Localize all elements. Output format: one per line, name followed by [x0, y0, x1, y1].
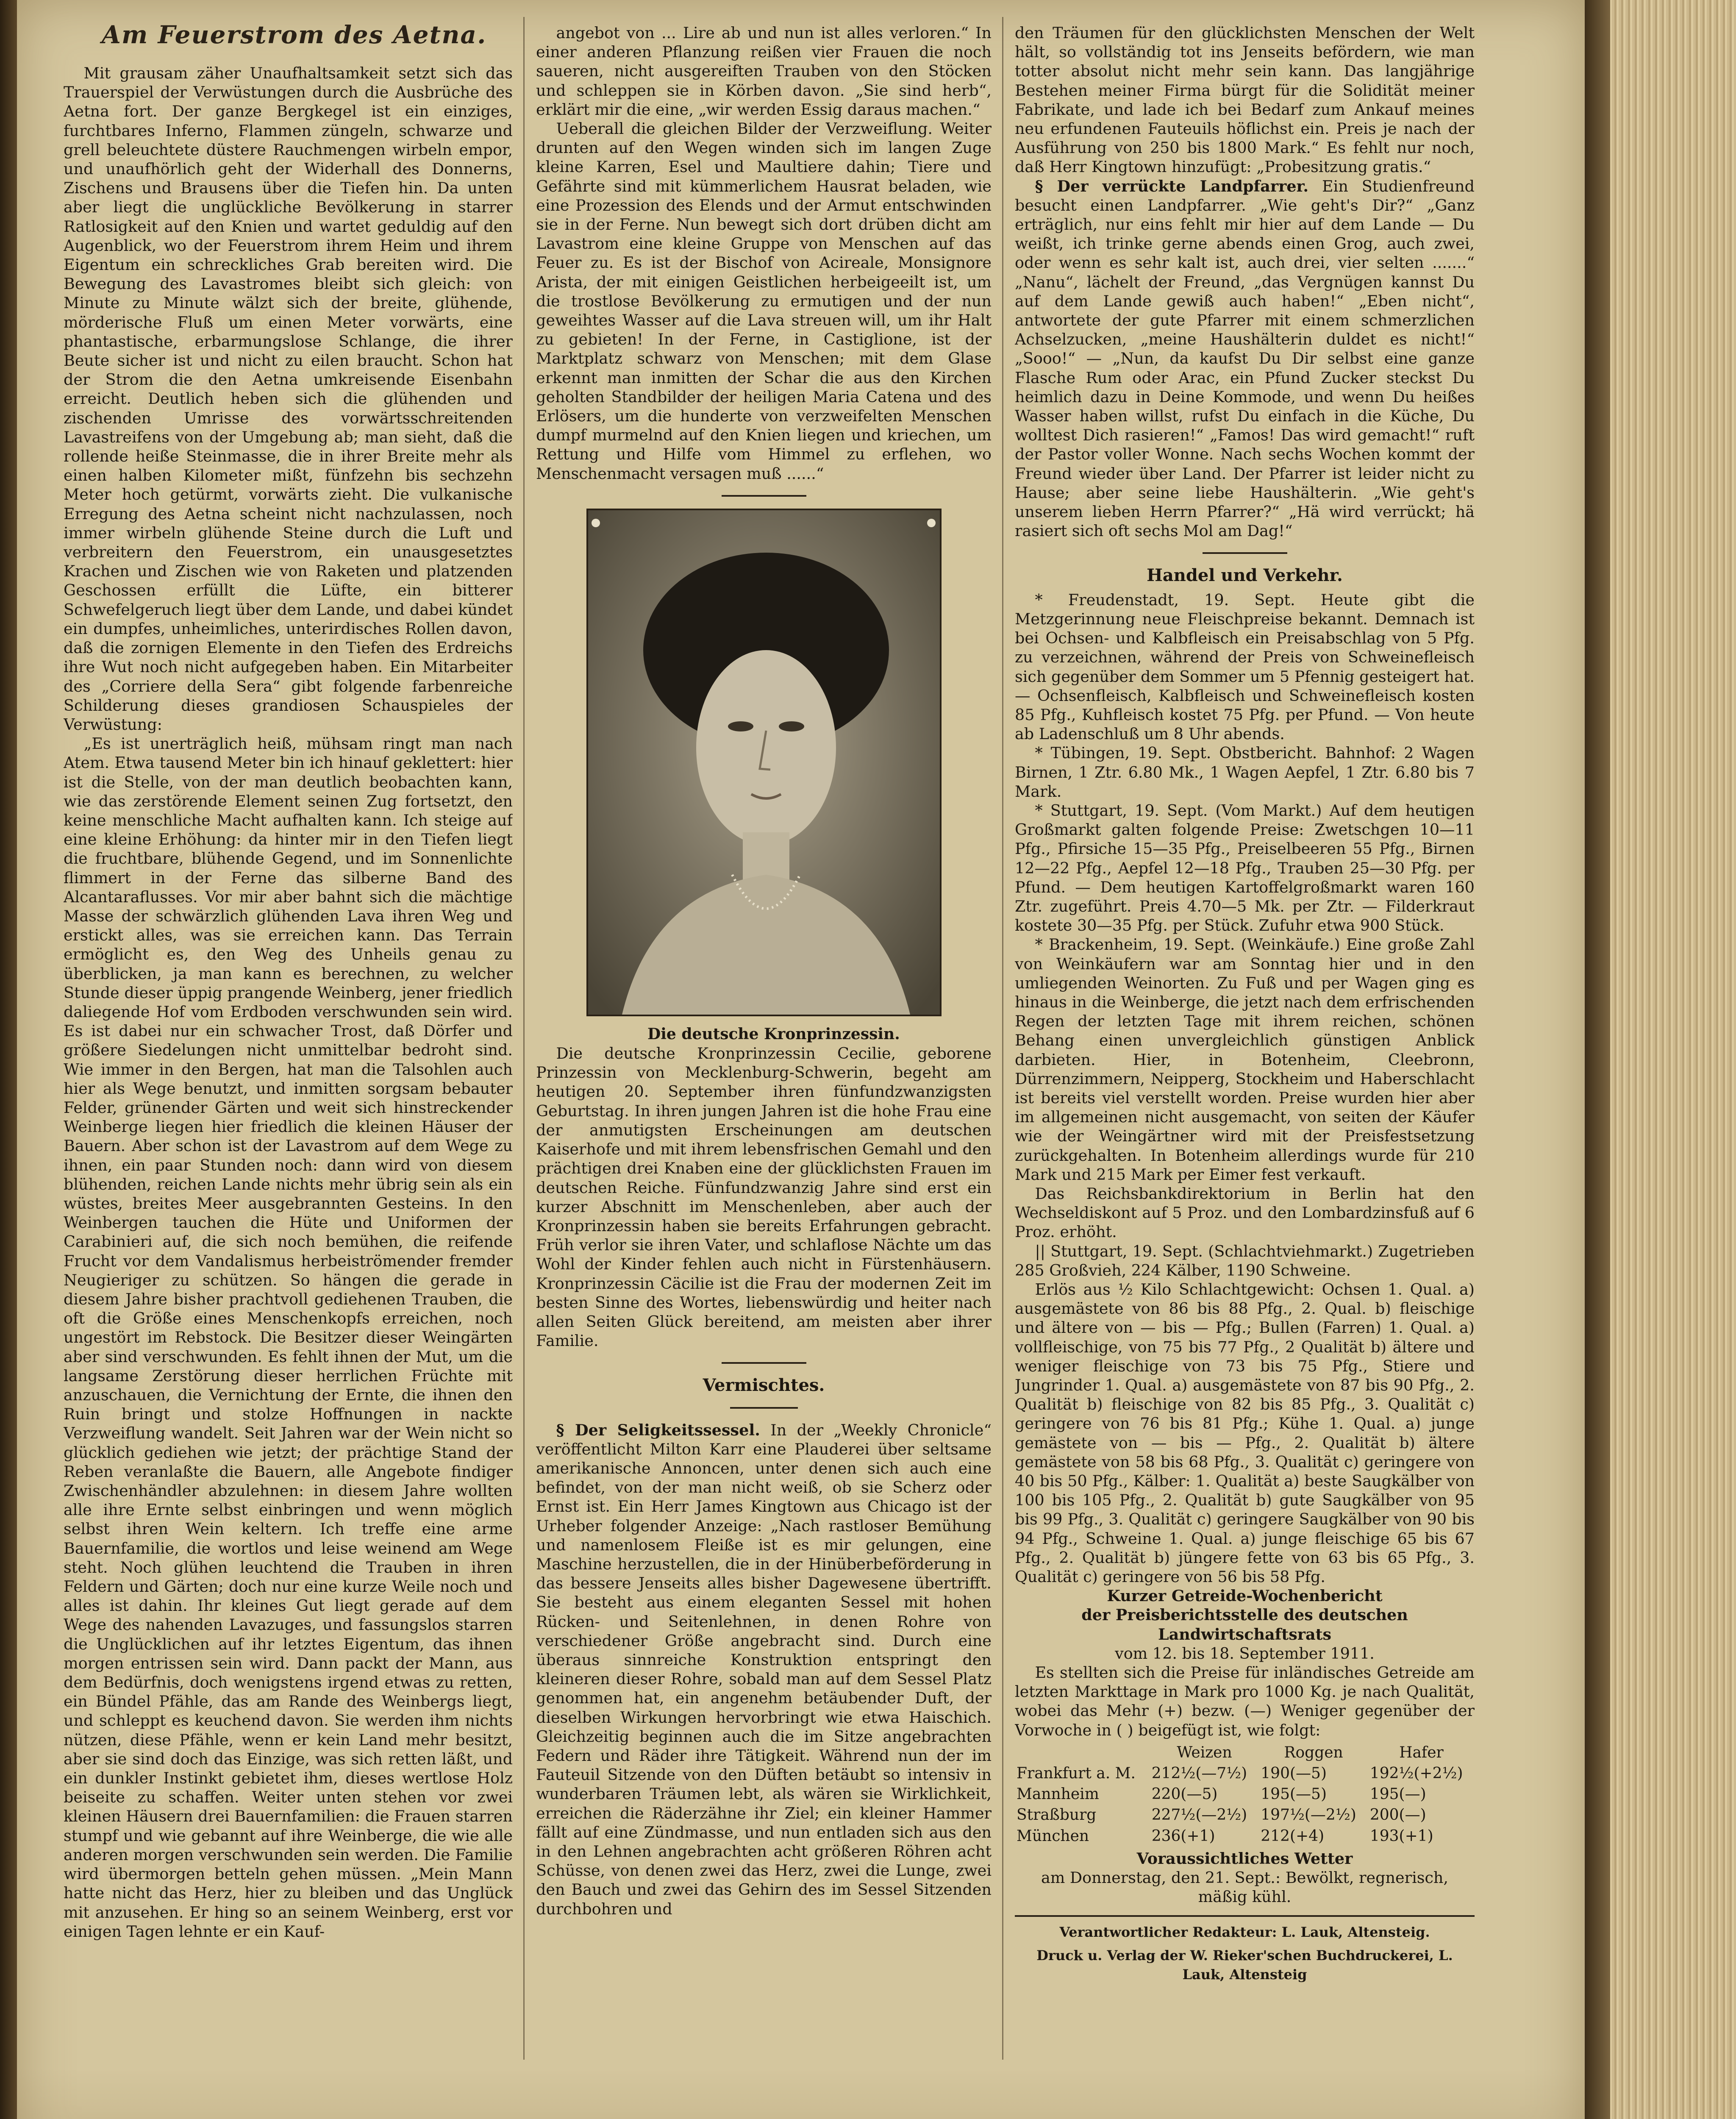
- table-header: Hafer: [1399, 1744, 1444, 1761]
- article-paragraph: Ueberall die gleichen Bilder der Verzweiflung. Weiter drunten auf den Wegen winden sich im langen Zuge kleine Karren, Esel und Maultiere dahin; Tiere und Gefährte sind mit kümmerlichem Hausrat beladen, wie eine Prozession des Elends und der Armut entschwinden sie in der Ferne. Nun bewegt sich dort drüben dicht am Lavastrom eine kleine Gruppe von Menschen auf das Feuer zu. Es ist der Bischof von Acireale, Monsignore Arista, der mit einigen Geistlichen herbeigeeilt ist, um die trostlose Bevölkerung zu ermutigen und der nun geweihtes Wasser auf die Lava streuen will, um ihr Halt zu gebieten! In der Ferne, in Castiglione, ist der Marktplatz schwarz von Menschen; mit dem Glase erkennt man inmitten der Schar die aus den Kirchen geholten Standbilder der heiligen Maria Catena und des Erlösers, um die hunderte von verzweifelten Menschen dumpf murmelnd auf den Knien liegen und kriechen, um Rettung und Hilfe vom Himmel zu erflehen, wo Menschenmacht versagen muß ......“: [536, 120, 992, 483]
- table-cell: 212½(—7½): [1151, 1765, 1247, 1783]
- column-3: [1015, 23, 1475, 2015]
- table-cell: Frankfurt a. M.: [1017, 1765, 1136, 1783]
- market-report: * Tübingen, 19. Sept. Obstbericht. Bahnhof: 2 Wagen Birnen, 1 Ztr. 6.80 Mk., 1 Wagen Aepfel, 1 Ztr. 6.80 bis 7 Mark.: [1015, 744, 1475, 801]
- table-cell: München: [1017, 1827, 1089, 1845]
- photo-caption: Die deutsche Kronprinzessin.: [647, 1025, 900, 1043]
- item-text: Ein Studienfreund besucht einen Landpfarrer. „Wie geht's Dir?“ „Ganz erträglich, nur eins fehlt mir hier auf dem Lande — Du weißt, ich trinke gerne abends einen Grog, auch zwei, oder wenn es sehr kalt ist, auch drei, vier selten .......“ „Nanu“, lächelt der Freund, „das Vergnügen kannst Du auf dem Lande gewiß auch haben!“ „Eben nicht“, antwortete der gute Pfarrer mit einem schmerzlichen Achselzucken, „meine Haushälterin duldet es nicht!“ „Sooo!“ — „Nun, da kaufst Du Dir selbst eine ganze Flasche Rum oder Arac, ein Pfund Zucker steckst Du heimlich dazu in Deine Kommode, und wenn Du heißes Wasser haben willst, rufst Du einfach in die Küche, Du wolltest Dich rasieren!“ „Famos! Das wird gemacht!“ ruft der Pastor voller Wonne. Nach sechs Wochen kommt der Freund wieder über Land. Der Pfarrer ist leider nicht zu Hause; aber seine liebe Haushälterin. „Wie geht's unserem lieben Herrn Pfarrer?“ „Hä wird verrückt; hä rasiert sich oft sechs Mol am Dag!“: [1015, 177, 1475, 540]
- table-header: Weizen: [1177, 1744, 1232, 1761]
- table-header-row: [1015, 1742, 1475, 1763]
- article-headline: Am Feuerstrom des Aetna.: [102, 20, 487, 49]
- column-rule: [1002, 17, 1003, 2060]
- weather-text: am Donnerstag, den 21. Sept.: Bewölkt, regnerisch, mäßig kühl.: [1041, 1869, 1449, 1906]
- table-cell: 197½(—2½): [1261, 1806, 1356, 1824]
- table-row: [1015, 1763, 1475, 1784]
- table-cell: 195(—5): [1261, 1785, 1327, 1803]
- scan-margin: [0, 0, 17, 2119]
- article-paragraph: Die deutsche Kronprinzessin Cecilie, geborene Prinzessin von Mecklenburg-Schwerin, begeht am heutigen 20. September ihren fünfundzwanzigsten Geburtstag. In ihren jungen Jahren ist die hohe Frau eine der anmutigsten Erscheinungen am deutschen Kaiserhofe und mit ihrem lebensfrischen Gemahl und den prächtigen drei Knaben eine der glücklichsten Frauen im deutschen Reiche. Fünfundzwanzig Jahre sind erst ein kurzer Abschnitt im Menschenleben, aber auch der Kronprinzessin haben sie bereits Erfahrungen gebracht. Früh verlor sie ihren Vater, und schlaflose Nächte um das Wohl der Kinder fehlen auch nicht in Fürstenhäusern. Kronprinzessin Cäcilie ist die Frau der modernen Zeit im besten Sinne des Wortes, liebenswürdig und heiter nach allen Seiten Glück bereitend, am meisten aber ihrer Familie.: [536, 1044, 992, 1350]
- grain-price-table: [1015, 1742, 1475, 1846]
- table-cell: Straßburg: [1017, 1806, 1097, 1824]
- article-paragraph: Mit grausam zäher Unaufhaltsamkeit setzt sich das Trauerspiel der Verwüstungen durch die Ausbrüche des Aetna fort. Der ganze Bergkegel ist ein einziges, furchtbares Inferno, Flammen züngeln, schwarze und grell beleuchtete düstere Rauchmengen wirbeln empor, und unaufhörlich geht der Widerhall des Donnerns, Zischens und Brausens über die Tiefen hin. Da unten aber liegt die unglückliche Bevölkerung in starrer Ratlosigkeit auf den Knien und wartet geduldig auf den Augenblick, wo der Feuerstrom ihrem Heim und ihrem Eigentum ein schreckliches Grab bereiten wird. Die Bewegung des Lavastromes bleibt sich gleich: von Minute zu Minute wälzt sich der breite, glühende, mörderische Fluß um einen Meter vorwärts, eine phantastische, erbarmungslose Schlange, die ihrer Beute sicher ist und nicht zu eilen braucht. Schon hat der Strom die den Aetna umkreisende Eisenbahn erreicht. Deutlich heben sich die glühenden und zischenden Umrisse des vorwärtsschreitenden Lavastreifens von der Umgebung ab; man sieht, daß die rollende heiße Steinmasse, die in ihrer Breite mehr als einen halben Kilometer mißt, fünfzehn bis sechzehn Meter hoch getürmt, vorwärts zieht. Die vulkanische Erregung des Aetna scheint nicht nachzulassen, noch immer wirbeln glühende Steine durch die Luft und verbreitern den Feuerstrom, ein unausgesetztes Krachen und Zischen wie von Raketen und platzenden Geschossen erfüllt die Lüfte, ein bitterer Schwefelgeruch liegt über dem Lande, und dabei kündet ein dumpfes, unheimliches, unterirdisches Rollen davon, daß die zornigen Elemente in den Tiefen des Erdreichs ihre Wut noch nicht aufgegeben haben. Ein Mitarbeiter des „Corriere della Sera“ gibt folgende farbenreiche Schilderung dieses grandiosen Schauspieles der Verwüstung:: [64, 64, 513, 734]
- report-date: vom 12. bis 18. September 1911.: [1115, 1644, 1375, 1663]
- market-report: * Brackenheim, 19. Sept. (Weinkäufe.) Eine große Zahl von Weinkäufern war am Sonntag hier und in den umliegenden Weinorten. Zu Fuß und per Wagen ging es hinaus in die Weinberge, die jetzt nach dem erfrischenden Regen der letzten Tage mit ihrem reichen, schönen Behang einen unvergleichlich günstigen Anblick darbieten. Hier, in Botenheim, Cleebronn, Dürrenzimmern, Neipperg, Stockheim und Haberschlacht ist bereits viel verstellt worden. Preise wurden hier aber im allgemeinen nicht ausgemacht, von seiten der Käufer wie der Weingärtner wird mit der Preisfestsetzung zurückgehalten. In Botenheim allerdings wurde für 210 Mark und 215 Mark per Eimer fest verkauft.: [1015, 935, 1475, 1184]
- table-cell: 193(+1): [1369, 1827, 1433, 1845]
- section-heading: Handel und Verkehr.: [1147, 565, 1343, 586]
- table-cell: 227½(—2½): [1151, 1806, 1247, 1824]
- market-report: * Stuttgart, 19. Sept. (Vom Markt.) Auf dem heutigen Großmarkt galten folgende Preise: Zwetschgen 10—11 Pfg., Pfirsiche 15—35 Pfg., Preiselbeeren 55 Pfg., Birnen 12—22 Pfg., Aepfel 12—18 Pfg., Trauben 25—30 Pfg. per Pfund. — Dem heutigen Kartoffelgroßmarkt waren 160 Ztr. zugeführt. Preis 4.70—5 Mk. per Ztr. — Filderkraut kostete 30—35 Pfg. per Stück. Zufuhr etwa 900 Stück.: [1015, 801, 1475, 935]
- table-row: [1015, 1784, 1475, 1805]
- table-header: Roggen: [1284, 1744, 1343, 1761]
- table-cell: 195(—): [1369, 1785, 1426, 1803]
- article-paragraph: [1015, 177, 1475, 541]
- table-cell: 192½(+2½): [1369, 1765, 1463, 1783]
- market-report: * Freudenstadt, 19. Sept. Heute gibt die Metzgerinnung neue Fleischpreise bekannt. Demnach ist bei Ochsen- und Kalbfleisch ein Preisabschlag von 5 Pfg. zu verzeichnen, während der Preis von Schweinefleisch sich gegenüber dem Sommer um 5 Pfennig gesteigert hat. — Ochsenfleisch, Kalbfleisch und Schweinefleisch kosten 85 Pfg., Kuhfleisch kostet 75 Pfg. per Pfund. — Von heute ab Ladenschluß um 8 Uhr abends.: [1015, 590, 1475, 743]
- section-divider: [722, 495, 806, 497]
- book-binding: [1585, 0, 1610, 2119]
- column-rule: [523, 17, 525, 2060]
- table-row: [1015, 1805, 1475, 1825]
- table-header: [1015, 1742, 1150, 1763]
- item-title: § Der Seligkeitssessel.: [556, 1421, 760, 1439]
- page-bottom-shade: [17, 2068, 1585, 2119]
- table-row: [1015, 1826, 1475, 1846]
- market-report: || Stuttgart, 19. Sept. (Schlachtviehmarkt.) Zugetrieben 285 Großvieh, 224 Kälber, 1190 Schweine.: [1015, 1242, 1475, 1279]
- section-divider: [1203, 552, 1287, 554]
- table-cell: 190(—5): [1261, 1765, 1327, 1783]
- publisher-credit: Druck u. Verlag der W. Rieker'schen Buchdruckerei, L. Lauk, Altensteig: [1036, 1947, 1453, 1983]
- section-heading: Vermischtes.: [703, 1375, 825, 1396]
- section-divider: [730, 1407, 798, 1409]
- table-cell: 212(+4): [1261, 1827, 1325, 1845]
- market-report: Erlös aus ½ Kilo Schlachtgewicht: Ochsen 1. Qual. a) ausgemästete von 86 bis 88 Pfg., 2. Qual. b) fleischige und ältere von — bis — Pfg.; Bullen (Farren) 1. Qual. a) vollfleischige, von 75 bis 77 Pfg., 2 Qualität b) ältere und weniger fleischige von 73 bis 75 Pfg., Stiere und Jungrinder 1. Qual. a) ausgemästete von 87 bis 90 Pfg., 2. Qualität b) fleischige von 82 bis 85 Pfg., 3. Qualität c) geringere von 76 bis 81 Pfg.; Kühe 1. Qual. a) junge gemästete von — bis — Pfg., 2. Qualität b) ältere gemästete von 58 bis 68 Pfg., 3. Qualität c) geringere von 40 bis 50 Pfg., Kälber: 1. Qualität a) beste Saugkälber von 100 bis 105 Pfg., 2. Qualität b) gute Saugkälber von 95 bis 99 Pfg., 3. Qualität c) geringere Saugkälber von 90 bis 94 Pfg., Schweine 1. Qual. a) junge fleischige 65 bis 67 Pfg., 2. Qualität b) jüngere fette von 63 bis 65 Pfg., 3. Qualität c) geringere von 56 bis 58 Pfg.: [1015, 1280, 1475, 1586]
- editor-credit: Verantwortlicher Redakteur: L. Lauk, Altensteig.: [1015, 1915, 1475, 1942]
- market-report: Das Reichsbankdirektorium in Berlin hat den Wechseldiskont auf 5 Proz. und den Lombardzinsfuß auf 6 Proz. erhöht.: [1015, 1184, 1475, 1241]
- item-title: § Der verrückte Landpfarrer.: [1035, 177, 1309, 195]
- item-text: In der „Weekly Chronicle“ veröffentlicht Milton Karr eine Plauderei über seltsame amerikanische Annoncen, unter denen sich auch eine befindet, von der man nicht weiß, ob sie Scherz oder Ernst ist. Ein Herr James Kingtown aus Chicago ist der Urheber folgender Anzeige: „Nach rastloser Bemühung und namenlosem Fleiße ist es mir gelungen, eine Maschine herzustellen, die in der Hinüberbeförderung in das bessere Jenseits alles bisher Dagewesene übertrifft. Sie besteht aus einem eleganten Sessel mit hohen Rücken- und Seitenlehnen, in denen Rohre von verschiedener Größe angebracht sind. Durch eine überaus sinnreiche Konstruktion entspringt den kleineren dieser Rohre, sobald man auf dem Sessel Platz genommen hat, ein angenehm betäubender Duft, der dieselben Wirkungen hervorbringt wie etwa Haischich. Gleichzeitig beginnen auch die im Sitze angebrachten Federn und Räder ihre Tätigkeit. Während nun der im Fauteuil Sitzende von den Düften betäubt so intensiv in wunderbaren Träumen lebt, als wären sie Wirklichkeit, erreichen die Räderzähne ihr Ziel; ein kleiner Hammer fällt auf eine Zündmasse, und nun entladen sich aus den in den Lehnen angebrachten acht größeren Röhren acht Schüsse, von denen zwei das Herz, zwei die Lunge, zwei den Bauch und zwei das Gehirn des im Sessel Sitzenden durchbohren und: [536, 1421, 992, 1918]
- report-heading: Kurzer Getreide-Wochenbericht: [1107, 1587, 1383, 1605]
- section-divider: [722, 1362, 806, 1364]
- weather-heading: Voraussichtliches Wetter: [1136, 1849, 1353, 1868]
- table-cell: Mannheim: [1017, 1785, 1099, 1803]
- article-paragraph: „Es ist unerträglich heiß, mühsam ringt man nach Atem. Etwa tausend Meter bin ich hinauf geklettert: hier ist die Stelle, von der man deutlich beobachten kann, wie das zerstörende Element seinen Zug fortsetzt, den keine menschliche Macht aufhalten kann. Ich steige auf eine kleine Erhöhung: da hinter mir in den Tiefen liegt die fruchtbare, blühende Gegend, und im Sonnenlichte flimmert in der Ferne das silberne Band des Alcantaraflusses. Vor mir aber bahnt sich die mächtige Masse der schwärzlich glühenden Lava ihren Weg und erstickt alles, was sie erreichen kann. Das Terrain ermöglicht es, den Weg des Unheils genau zu überblicken, ja man kann es berechnen, zu welcher Stunde dieser üppig prangende Weinberg, jener friedlich daliegende Hof vom Erdboden verschwunden sein wird. Es ist dabei nur ein schwacher Trost, daß Dörfer und größere Siedelungen nicht unmittelbar bedroht sind. Wie immer in den Bergen, hat man die Talsohlen auch hier als Wege benutzt, und inmitten sorgsam bebauter Felder, grünender Gärten und weit sich hinstreckender Weinberge liegen hier friedlich die kleinen Häuser der Bauern. Aber schon ist der Lavastrom auf dem Wege zu ihnen, ein paar Stunden noch: dann wird von diesem blühenden, reichen Lande nichts mehr übrig sein als ein wüstes, breites Meer ausgebrannten Gesteins. In den Weinbergen tauchen die Hüte und Uniformen der Carabinieri auf, die sich noch bemühen, die reifende Frucht vor dem Vandalismus herbeiströmender fremder Neugieriger zu schützen. So hängen die gerade in diesem Jahre bisher prachtvoll gediehenen Trauben, die oft die Größe eines Menschenkopfs erreichen, noch ungestört im Rebstock. Die Besitzer dieser Weingärten aber sind verschwunden. Es fehlt ihnen der Mut, um die langsame Zerstörung dieser herrlichen Früchte mit anzuschauen, die Vernichtung der Ernte, die ihnen den Ruin bringt und stolze Hoffnungen in nackte Verzweiflung wandelt. Seit Jahren war der Wein nicht so glücklich gediehen wie jetzt; der prächtige Stand der Reben veranlaßte die Bauern, alle Angebote findiger Zwischenhändler abzulehnen: in diesem Jahre wollten alle ihre Ernte selbst einbringen und wenn möglich selbst ihren Wein keltern. Ich treffe eine arme Bauernfamilie, die wortlos und leise weinend am Wege steht. Noch glühen leuchtend die Trauben in ihren Feldern und Gärten; doch nur eine kurze Weile noch und alles ist dahin. Ihr kleines Gut liegt gerade auf dem Wege des nahenden Lavazuges, und fassungslos starren die Unglücklichen auf ihr letztes Eigentum, das ihnen morgen entrissen sein wird. Dann packt der Mann, aus dem Bedürfnis, doch wenigstens irgend etwas zu retten, ein Bündel Pfähle, das am Rande des Weinbergs liegt, und schleppt es keuchend davon. Sie werden ihm nichts nützen, diese Pfähle, wenn er kein Land mehr besitzt, aber sie sind doch das Einzige, was sich retten läßt, und ein dunkler Instinkt gebietet ihm, dieses wertlose Holz beiseite zu schaffen. Weiter unten stehen vor zwei kleinen Häusern drei Bauernfamilien: die Frauen starren stumpf und wie gebannt auf ihre Weinberge, die wie alle anderen morgen verschwunden sein werden. Die Familie wird übermorgen betteln gehen müssen. „Mein Mann hatte nicht das Herz, hier zu bleiben und das Unglück mit anzusehen. Er hing so an seinem Weinberg, erst vor einigen Tagen lehnte er ein Kauf-: [64, 734, 513, 1941]
- portrait-image: [588, 510, 940, 1015]
- table-cell: 220(—5): [1151, 1785, 1218, 1803]
- column-1: [64, 64, 513, 2022]
- column-2: [536, 23, 992, 2041]
- table-cell: 236(+1): [1151, 1827, 1215, 1845]
- report-heading: der Preisberichtsstelle des deutschen Landwirtschaftsrats: [1081, 1606, 1408, 1643]
- table-cell: 200(—): [1369, 1806, 1426, 1824]
- report-text: Es stellten sich die Preise für inländisches Getreide am letzten Markttage in Mark pro 1000 Kg. je nach Qualität, wobei das Mehr (+) bezw. (—) Weniger gegenüber der Vorwoche in ( ) beigefügt ist, wie folgt:: [1015, 1663, 1475, 1739]
- article-paragraph: den Träumen für den glücklichsten Menschen der Welt hält, so vollständig tot ins Jenseits befördern, wie man totter absolut nicht mehr sein kann. Das langjährige Bestehen meiner Firma bürgt für die Solidität meiner Fabrikate, und lade ich bei Bedarf zum Ankauf meines neu erfundenen Fauteuils höflichst ein. Preis je nach der Ausführung von 250 bis 1800 Mark.“ Es fehlt nur noch, daß Herr Kingtown hinzufügt: „Probesitzung gratis.“: [1015, 24, 1475, 176]
- portrait-photo: [586, 509, 942, 1016]
- article-paragraph: angebot von ... Lire ab und nun ist alles verloren.“ In einer anderen Pflanzung reißen vier Frauen die noch saueren, nicht ausgereiften Trauben von den Stöcken und schleppen sie in Körben davon. „Sie sind herb“, erklärt mir die eine, „wir werden Essig daraus machen.“: [536, 24, 992, 119]
- article-paragraph: [536, 1421, 992, 1919]
